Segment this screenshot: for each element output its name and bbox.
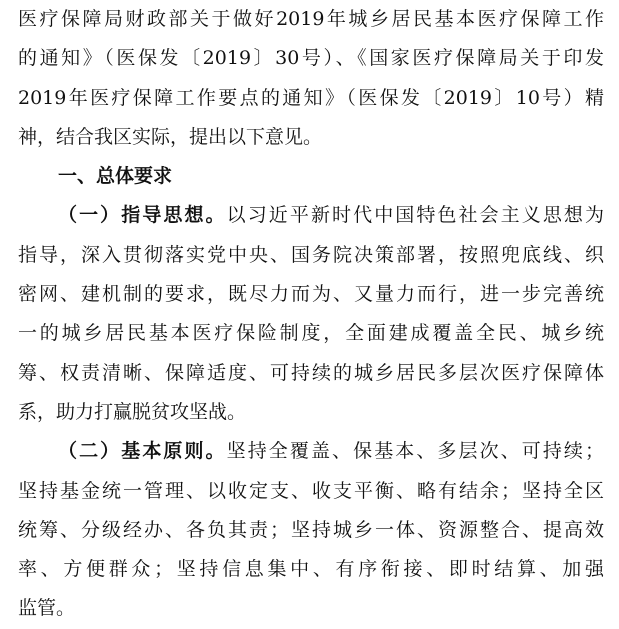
text-line <box>18 196 604 235</box>
text-line: 筹、权责清晰、保障适度、可持续的城乡居民多层次医疗保障体 <box>18 361 604 384</box>
text-line <box>18 432 604 471</box>
document-body <box>18 0 604 629</box>
subsection-label: （一）指导思想。 <box>58 204 227 227</box>
text-line: 监管。 <box>18 597 76 620</box>
text-span: 坚持全覆盖、保基本、多层次、可持续； <box>226 440 604 463</box>
text-line: 统筹、分级经办、各负其责；坚持城乡一体、资源整合、提高效 <box>18 518 604 541</box>
text-line: 坚持基金统一管理、以收定支、收支平衡、略有结余；坚持全区 <box>18 479 604 502</box>
text-line: 一的城乡居民基本医疗保险制度，全面建成覆盖全民、城乡统 <box>18 322 604 345</box>
text-line: 医疗保障局财政部关于做好2019年城乡居民基本医疗保障工作 <box>18 8 604 30</box>
text-line: 神，结合我区实际，提出以下意见。 <box>18 125 323 148</box>
subsection-label: （二）基本原则。 <box>58 440 227 463</box>
text-line: 的通知》（医保发〔2019〕30号）、《国家医疗保障局关于印发 <box>18 47 604 70</box>
section-heading: 一、总体要求 <box>58 165 173 188</box>
text-line: 率、方便群众；坚持信息集中、有序衔接、即时结算、加强 <box>18 558 604 581</box>
text-line: 2019年医疗保障工作要点的通知》（医保发〔2019〕10号）精 <box>18 86 604 109</box>
text-line: 指导，深入贯彻落实党中央、国务院决策部署，按照兜底线、织 <box>18 243 604 266</box>
text-line: 系，助力打赢脱贫攻坚战。 <box>18 400 247 423</box>
text-span: 以习近平新时代中国特色社会主义思想为 <box>226 204 604 227</box>
text-line: 密网、建机制的要求，既尽力而为、又量力而行，进一步完善统 <box>18 283 604 306</box>
